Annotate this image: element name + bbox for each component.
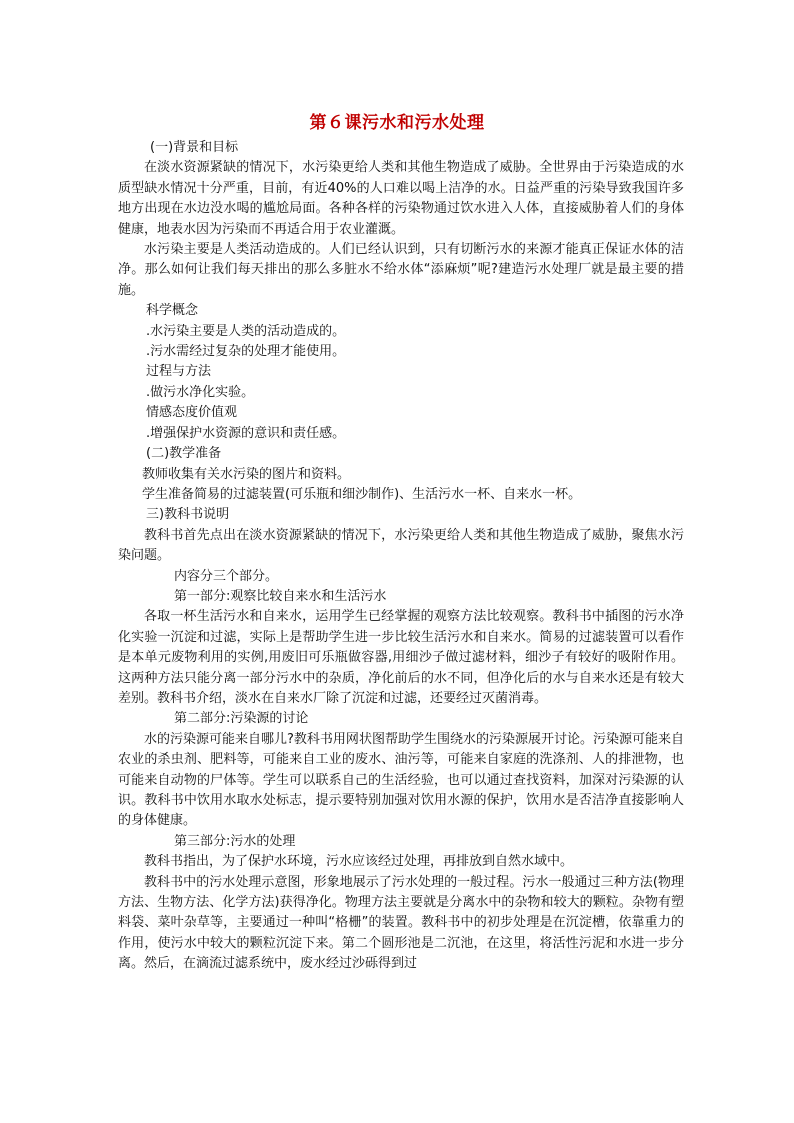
part3-title: 第三部分:污水的处理	[174, 833, 296, 849]
paragraph-background-2: 水污染主要是人类活动造成的。人们已经认识到，只有切断污水的来源才能真正保证水体的洁净。那么如何让我们每天排出的那么多脏水不给水体“添麻烦”呢?建造污水处理厂就是最主要的措施。	[118, 242, 684, 298]
part1-paragraph: 各取一杯生活污水和自来水，运用学生已经掌握的观察方法比较观察。教科书中插图的污水净化实验一沉淀和过滤，实际上是帮助学生进一步比较生活污水和自来水。简易的过滤装置可以看作是本单元废物利用的实例,用废旧可乐瓶做容器,用细沙子做过滤材料，细沙子有较好的吸附作用。这两种方法只能分离一部分污水中的杂质，净化前后的水不同，但净化后的水与自来水还是有较大差别。教科书介绍，淡水在自来水厂除了沉淀和过滤，还要经过灭菌消毒。	[118, 609, 684, 706]
paragraph-background-1: 在淡水资源紧缺的情况下，水污染更给人类和其他生物造成了威胁。全世界由于污染造成的水质型缺水情况十分严重，目前，有近40%的人口难以喝上洁净的水。日益严重的污染导致我国许多地方出现在水边没水喝的尴尬局面。各种各样的污染物通过饮水进入人体，直接威胁着人们的身体健康，地表水因为污染而不再适合用于农业灌溉。	[118, 160, 684, 237]
label-process-method: 过程与方法	[146, 364, 212, 380]
page-title: 第６课污水和污水处理	[309, 113, 485, 133]
label-science-concept: 科学概念	[146, 303, 199, 319]
label-emotion-values: 情感态度价值观	[146, 405, 238, 421]
section-heading-preparation: (二)教学准备	[146, 446, 222, 462]
part1-title: 第一部分:观察比较自来水和生活污水	[174, 588, 387, 604]
part3-paragraph-2: 教科书中的污水处理示意图，形象地展示了污水处理的一般过程。污水一般通过三种方法(物理方法、生物方法、化学方法)获得净化。物理方法主要就是分离水中的杂物和较大的颗粒。杂物有塑料袋、菜叶杂草等，主要通过一种叫“格栅”的装置。教科书中的初步处理是在沉淀槽，依靠重力的作用，使污水中较大的颗粒沉淀下来。第二个圆形池是二沉池，在这里，将活性污泥和水进一步分离。然后，在滴流过滤系统中，废水经过沙砾得到过	[118, 874, 684, 972]
paragraph-textbook-2: 内容分三个部分。	[174, 568, 279, 584]
process-item-1: .做污水净化实验。	[146, 384, 255, 400]
preparation-teacher: 教师收集有关水污染的图片和资料。	[142, 466, 351, 482]
section-heading-textbook: 三)教科书说明	[146, 507, 230, 523]
preparation-student: 学生准备简易的过滤装置(可乐瓶和细沙制作)、生活污水一杯、自来水一杯。	[142, 486, 582, 502]
part2-paragraph: 水的污染源可能来自哪儿?教科书用网状图帮助学生围绕水的污染源展开讨论。污染源可能来自农业的杀虫剂、肥料等，可能来自工业的废水、油污等，可能来自家庭的洗涤剂、人的排泄物，也可能来自动物的尸体等。学生可以联系自己的生活经验，也可以通过查找资料，加深对污染源的认识。教科书中饮用水取水处标志，提示要特别加强对饮用水源的保护，饮用水是否洁净直接影响人的身体健康。	[118, 731, 684, 829]
document-body	[118, 138, 684, 975]
part2-title: 第二部分:污染源的讨论	[174, 711, 309, 727]
emotion-item-1: .增强保护水资源的意识和责任感。	[146, 425, 346, 441]
concept-item-1: .水污染主要是人类的活动造成的。	[146, 323, 346, 339]
section-heading-background: (一)背景和目标	[150, 140, 239, 155]
paragraph-textbook-1: 教科书首先点出在淡水资源紧缺的情况下，水污染更给人类和其他生物造成了威胁，聚焦水污染问题。	[118, 527, 684, 564]
part3-paragraph-1: 教科书指出，为了保护水环境，污水应该经过处理，再排放到自然水域中。	[144, 854, 574, 870]
concept-item-2: .污水需经过复杂的处理才能使用。	[146, 344, 346, 360]
